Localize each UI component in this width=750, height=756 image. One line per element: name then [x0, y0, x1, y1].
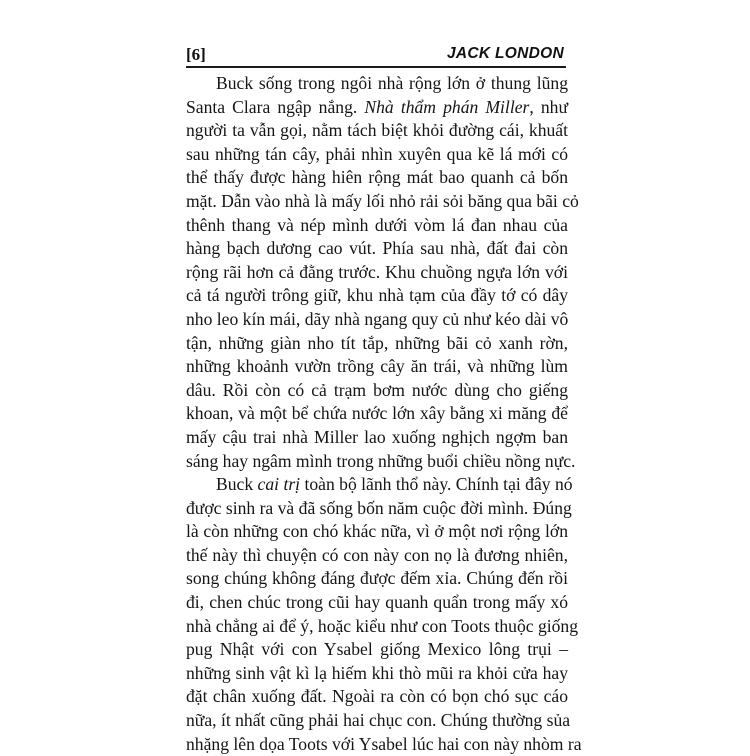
text-line: [186, 119, 568, 143]
running-head-author: JACK LONDON: [447, 45, 564, 62]
text-line: [186, 733, 582, 756]
text-line: [186, 237, 568, 261]
text-run: thể thấy được hàng hiên rộng mát bao quanh cả bốn: [186, 167, 568, 188]
text-run: được sinh ra và đã sống bốn năm cuộc đời mình. Đúng: [186, 497, 572, 518]
text-run: những khoảnh vườn trồng cây ăn trái, và những lùm: [186, 356, 568, 377]
text-run: những sinh vật kì lạ hiếm khi thò mũi ra khỏi cửa hay: [186, 662, 568, 683]
text-line: [186, 72, 568, 96]
italic-text: Nhà thẩm phán Miller: [364, 96, 530, 117]
text-line: [186, 379, 568, 403]
text-run: người ta vẫn gọi, nằm tách biệt khỏi đường cái, khuất: [186, 120, 568, 141]
text-run: nhặng lên dọa Toots với Ysabel lúc hai con này nhòm ra: [186, 733, 582, 754]
text-run: đi, chen chúc trong cũi hay quanh quẩn trong mấy xó: [186, 592, 568, 613]
text-line: [186, 332, 568, 356]
text-line: [186, 143, 568, 167]
text-line: [186, 402, 568, 426]
text-line: [186, 638, 568, 662]
paragraph: [186, 473, 582, 756]
text-line: [186, 214, 568, 238]
text-run: khoan, và một bể chứa nước lớn xây bằng xi măng để: [186, 403, 568, 424]
text-line: [186, 497, 572, 521]
text-line: [186, 615, 579, 639]
text-run: Buck sống trong ngôi nhà rộng lớn ở thung lũng: [216, 73, 568, 93]
text-line: [186, 190, 579, 214]
text-run: , như: [529, 96, 569, 117]
text-line: [186, 662, 568, 686]
text-run: sáng hay ngâm mình trong những buổi chiều nồng nực.: [186, 450, 576, 471]
text-line: [186, 685, 568, 709]
text-run: đặt chân xuống đất. Ngoài ra còn có bọn chó sục cáo: [186, 686, 568, 707]
text-run: mặt. Dẫn vào nhà là mấy lối nhỏ rải sỏi băng qua bãi cỏ: [186, 190, 579, 211]
text-run: là còn những con chó khác nữa, vì ở một nơi rộng lớn: [186, 521, 568, 542]
text-run: tận, những giàn nho tít tắp, những bãi cỏ xanh rờn,: [186, 332, 568, 353]
text-line: [186, 261, 568, 285]
text-run: cả tá người trông giữ, khu nhà tạm của đầy tớ có dây: [186, 285, 568, 306]
text-run: pug Nhật với con Ysabel giống Mexico lông trụi –: [186, 639, 568, 660]
text-run: nữa, ít nhất cũng phải hai chục con. Chúng thường sủa: [186, 710, 571, 731]
text-line: [186, 166, 568, 190]
text-run: Buck: [216, 474, 258, 495]
text-line: [186, 308, 568, 332]
body-text: [186, 72, 582, 756]
text-line: [186, 284, 568, 308]
text-run: dâu. Rồi còn có cả trạm bơm nước dùng cho giếng: [186, 379, 568, 400]
text-line: [186, 709, 571, 733]
text-line: [186, 450, 576, 474]
text-line: [186, 426, 568, 450]
text-run: rộng rãi hơn cả đằng trước. Khu chuồng ngựa lớn với: [186, 261, 568, 282]
text-run: Santa Clara ngập nắng.: [186, 96, 365, 117]
text-line: [186, 520, 568, 544]
text-run: hàng bạch dương cao vút. Phía sau nhà, đất đai còn: [186, 238, 568, 259]
text-line: [186, 544, 568, 568]
text-run: nho leo kín mái, dãy nhà ngang quy củ như kéo dài vô: [186, 308, 569, 329]
text-run: nhà chẳng ai để ý, hoặc kiểu như con Toots thuộc giống: [186, 615, 579, 636]
text-line: [186, 591, 568, 615]
text-run: song chúng không đáng được đếm xỉa. Chúng đến rồi: [186, 568, 568, 589]
text-run: mấy cậu trai nhà Miller lao xuống nghịch ngợm ban: [186, 426, 568, 447]
text-line: [186, 567, 568, 591]
text-line: [186, 473, 573, 497]
text-line: [186, 96, 568, 120]
text-run: sau những tán cây, phải nhìn xuyên qua kẽ lá mới có: [186, 143, 568, 164]
text-run: toàn bộ lãnh thổ này. Chính tại đây nó: [300, 474, 573, 495]
text-line: [186, 355, 568, 379]
paragraph: [186, 72, 579, 473]
text-run: thế này thì chuyện có con này con nọ là đương nhiên,: [186, 544, 568, 565]
header-rule: [186, 66, 566, 68]
text-run: thênh thang và nép mình dưới vòm lá đan nhau của: [186, 214, 568, 235]
italic-text: cai trị: [257, 474, 301, 495]
page-number: [6]: [186, 45, 206, 64]
